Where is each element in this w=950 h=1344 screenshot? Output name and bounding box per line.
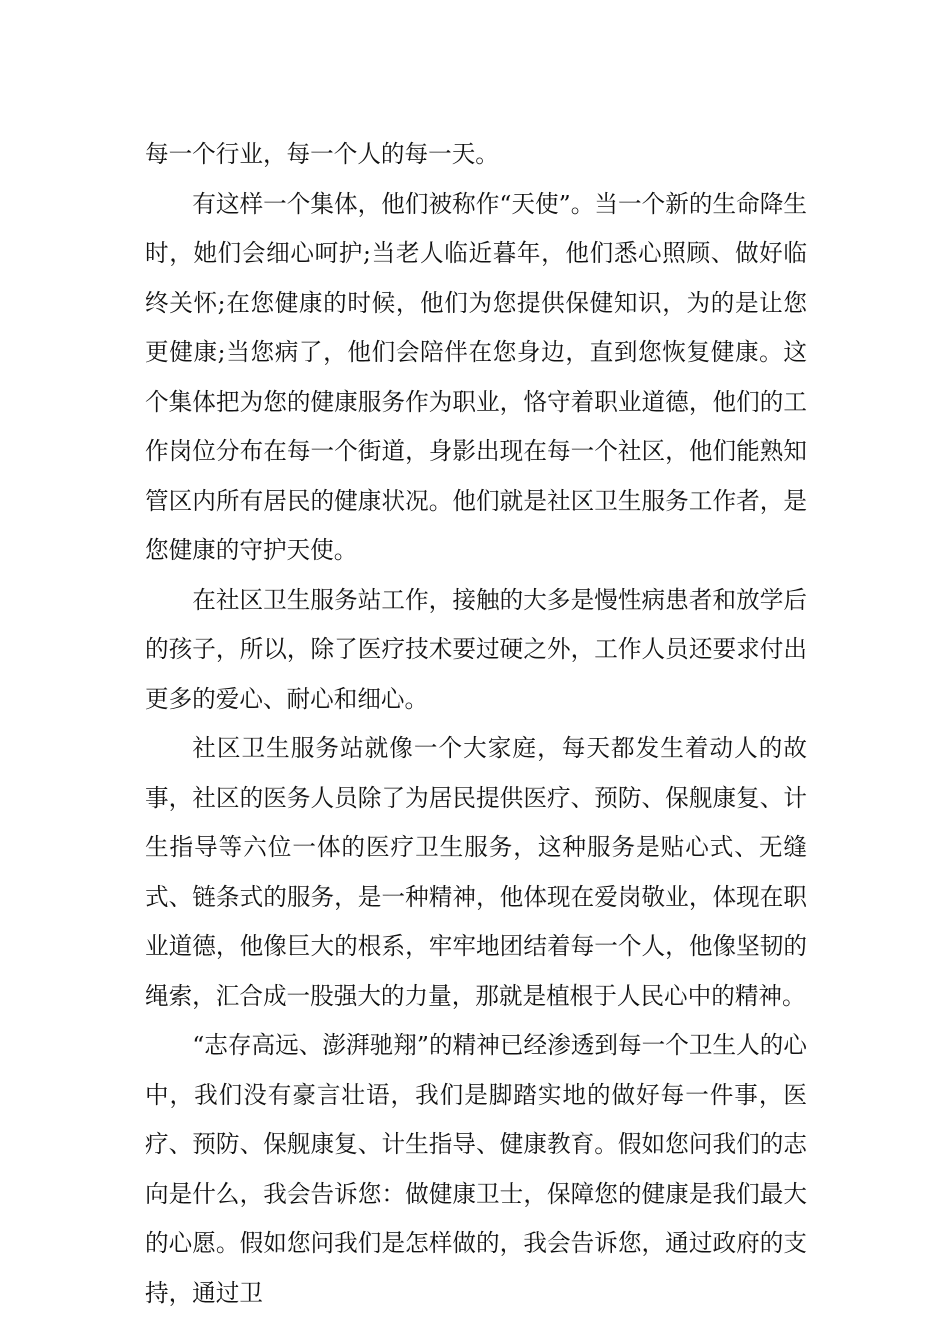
paragraph-4: 社区卫生服务站就像一个大家庭，每天都发生着动人的故事，社区的医务人员除了为居民提供医疗、预防、保舰康复、计生指导等六位一体的医疗卫生服务，这种服务是贴心式、无缝式、链条式的服务，是一种精神，他体现在爱岗敬业，体现在职业道德，他像巨大的根系，牢牢地团结着每一个人，他像坚韧的绳索，汇合成一股强大的力量，那就是植根于人民心中的精神。	[145, 734, 807, 1010]
paragraph-1: 每一个行业，每一个人的每一天。	[145, 140, 499, 168]
document-body	[145, 130, 807, 1318]
paragraph-5: “志存高远、澎湃驰翔”的精神已经渗透到每一个卫生人的心中，我们没有豪言壮语，我们是脚踏实地的做好每一件事，医疗、预防、保舰康复、计生指导、健康教育。假如您问我们的志向是什么，我会告诉您：做健康卫士，保障您的健康是我们最大的心愿。假如您问我们是怎样做的，我会告诉您，通过政府的支持，通过卫	[145, 1031, 807, 1307]
paragraph-3: 在社区卫生服务站工作，接触的大多是慢性病患者和放学后的孩子，所以，除了医疗技术要过硬之外，工作人员还要求付出更多的爱心、耐心和细心。	[145, 585, 807, 713]
paragraph-2: 有这样一个集体，他们被称作“天使”。当一个新的生命降生时，她们会细心呵护;当老人临近暮年，他们悉心照顾、做好临终关怀;在您健康的时候，他们为您提供保健知识，为的是让您更健康;当您病了，他们会陪伴在您身边，直到您恢复健康。这个集体把为您的健康服务作为职业，恪守着职业道德，他们的工作岗位分布在每一个街道，身影出现在每一个社区，他们能熟知管区内所有居民的健康状况。他们就是社区卫生服务工作者，是您健康的守护天使。	[145, 189, 807, 564]
